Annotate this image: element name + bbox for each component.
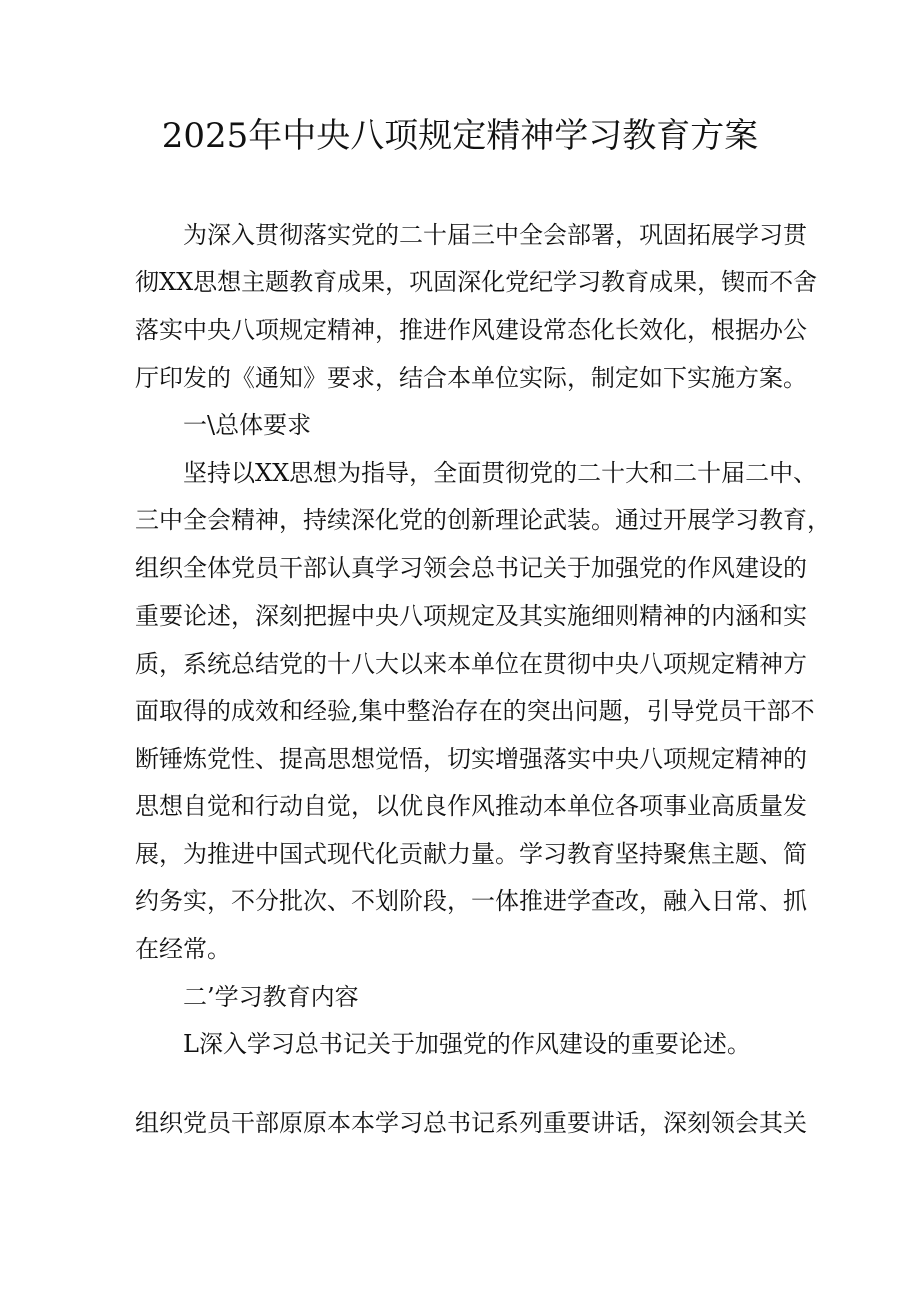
intro-line-4: 厅印发的《通知》要求，结合本单位实际，制定如下实施方案。 xyxy=(135,364,807,392)
section1-line-7: 断锤炼党性、提高思想觉悟，切实增强落实中央八项规定精神的 xyxy=(135,745,807,773)
section1-line-5: 质，系统总结党的十八大以来本单位在贯彻中央八项规定精神方 xyxy=(135,650,807,678)
section1-line-8: 思想自觉和行动自觉，以优良作风推动本单位各项事业高质量发 xyxy=(135,792,807,820)
intro-line-3: 落实中央八项规定精神，推进作风建设常态化长效化，根据办公 xyxy=(135,316,807,344)
intro-line-2: 彻XX思想主题教育成果，巩固深化党纪学习教育成果，锲而不舍 xyxy=(135,268,818,296)
section1-line-1: 坚持以XX思想为指导，全面贯彻党的二十大和二十届二中、 xyxy=(183,459,818,487)
intro-line-1: 为深入贯彻落实党的二十届三中全会部署，巩固拓展学习贯 xyxy=(183,221,807,249)
section2-heading: 二’学习教育内容 xyxy=(183,983,359,1011)
section1-line-6: 面取得的成效和经验,集中整治存在的突出问题，引导党员干部不 xyxy=(135,697,815,725)
section1-line-9: 展，为推进中国式现代化贡献力量。学习教育坚持聚焦主题、简 xyxy=(135,840,807,868)
section1-line-2: 三中全会精神，持续深化党的创新理论武装。通过开展学习教育， xyxy=(135,506,831,534)
section1-line-11: 在经常。 xyxy=(135,935,231,963)
section1-line-3: 组织全体党员干部认真学习领会总书记关于加强党的作风建设的 xyxy=(135,554,807,582)
document-title: 2025年中央八项规定精神学习教育方案 xyxy=(161,116,759,156)
item1-body-line-1: 组织党员干部原原本本学习总书记系列重要讲话，深刻领会其关 xyxy=(135,1109,807,1137)
section1-line-10: 约务实，不分批次、不划阶段，一体推进学查改，融入日常、抓 xyxy=(135,887,807,915)
item1-heading: L深入学习总书记关于加强党的作风建设的重要论述。 xyxy=(183,1030,751,1058)
section1-line-4: 重要论述，深刻把握中央八项规定及其实施细则精神的内涵和实 xyxy=(135,602,807,630)
section1-heading: 一\总体要求 xyxy=(183,411,312,439)
